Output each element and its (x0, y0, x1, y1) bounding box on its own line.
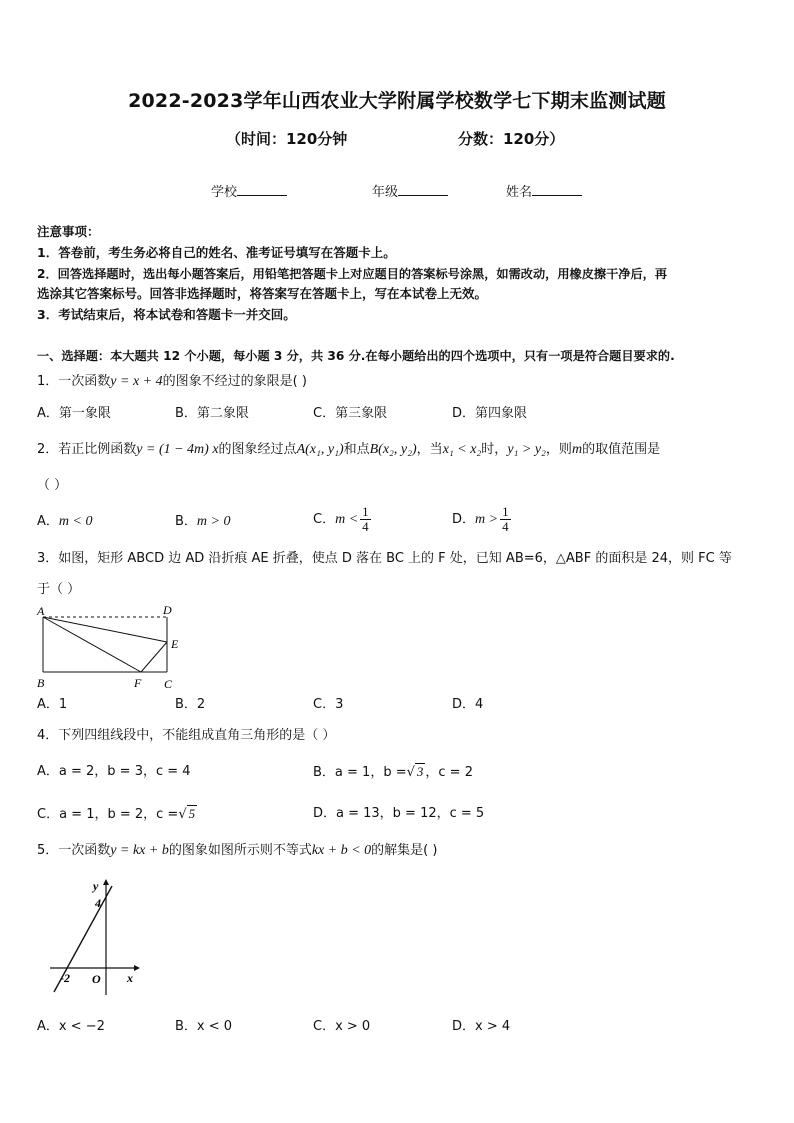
label-f: F (134, 676, 142, 690)
question-1-stem (37, 372, 307, 392)
q3-option-c[interactable]: C．3 (313, 697, 344, 712)
name-label: 姓名 (506, 185, 533, 200)
q2-and: 和点 (343, 442, 370, 457)
label-origin: O (92, 972, 101, 986)
q4-option-b-radicand: 3 (416, 764, 424, 779)
exam-time: （时间：120分钟 (226, 130, 348, 148)
label-d: D (163, 603, 172, 617)
q2-option-c-text: m < (335, 512, 359, 527)
sqrt-sign: √ (178, 807, 187, 822)
grade-blank (398, 183, 448, 196)
q2-option-d-label: D． (452, 512, 476, 527)
fraction-denominator: 4 (502, 519, 509, 534)
q2-option-c-fraction (360, 505, 371, 534)
q2-option-d-text: m > (475, 512, 499, 527)
q3-option-b[interactable]: B．2 (175, 697, 206, 712)
q5-option-a[interactable]: A．x < −2 (37, 1019, 105, 1034)
q2-point-b: B(x₂, y₂) (369, 442, 417, 457)
q1-prefix: 1．一次函数 (37, 374, 111, 389)
q2-cond1-post: 时， (481, 442, 508, 457)
q4-option-b[interactable] (313, 762, 473, 783)
q2-option-d-fraction (500, 505, 511, 534)
q1-formula: y = x + 4 (110, 374, 163, 389)
q2-cond2: y₁ > y₂ (507, 442, 546, 457)
question-5-stem (37, 841, 437, 861)
note-item-1: 1．答卷前，考生务必将自己的姓名、准考证号填写在答题卡上。 (37, 245, 396, 260)
q5-option-b[interactable]: B．x < 0 (175, 1019, 233, 1034)
grade-field (372, 181, 448, 200)
notes-heading: 注意事项： (37, 224, 100, 239)
q1-suffix: 的图象不经过的象限是( ) (162, 374, 307, 389)
school-field (211, 181, 287, 200)
q1-option-c[interactable]: C．第三象限 (313, 406, 388, 421)
q2-middle: 的图象经过点 (218, 442, 297, 457)
sqrt-sign: √ (406, 765, 415, 780)
q1-option-b[interactable]: B．第二象限 (175, 406, 249, 421)
q4-option-c[interactable] (37, 804, 197, 825)
q4-option-c-radicand: 5 (188, 806, 196, 821)
label-b: B (37, 676, 45, 690)
q2-line-2: （ ） (37, 478, 68, 493)
label-y: y (93, 879, 99, 893)
fraction-numerator: 1 (362, 504, 369, 519)
q4-option-a[interactable]: A．a = 2，b = 3，c = 4 (37, 764, 191, 779)
grade-label: 年级 (372, 185, 399, 200)
x-axis-arrow (134, 965, 140, 971)
school-blank (237, 183, 287, 196)
exam-score: 分数：120分） (458, 130, 565, 148)
question-3-line-1: 3．如图，矩形 ABCD 边 AD 沿折痕 AE 折叠，使点 D 落在 BC 上的 F 处，已知 AB=6，△ABF 的面积是 24，则 FC 等 (37, 551, 732, 566)
q5-inequality: kx + b < 0 (311, 843, 372, 858)
q5-prefix: 5．一次函数 (37, 843, 111, 858)
segment-fe (141, 642, 167, 672)
q5-option-d[interactable]: D．x > 4 (452, 1019, 511, 1034)
note-item-2-line-1: 2．回答选择题时，选出每小题答案后，用铅笔把答题卡上对应题目的答案标号涂黑，如需改动，用橡皮擦干净后，再 (37, 267, 668, 281)
q2-option-b-label: B． (175, 514, 197, 529)
q2-tail: 的取值范围是 (582, 442, 661, 457)
q4-option-d[interactable]: D．a = 13，b = 12，c = 5 (313, 806, 485, 821)
q2-formula: y = (1 − 4m) x (136, 442, 219, 457)
q2-option-a-text: m < 0 (58, 514, 93, 529)
q3-option-d[interactable]: D．4 (452, 697, 484, 712)
question-2-stem (37, 440, 660, 460)
note-item-3: 3．考试结束后，将本试卷和答题卡一并交回。 (37, 307, 296, 322)
q2-option-c[interactable] (313, 505, 371, 534)
q2-option-a[interactable] (37, 512, 92, 532)
q1-option-d[interactable]: D．第四象限 (452, 406, 528, 421)
segment-af (43, 617, 141, 672)
q2-cond1: x₁ < x₂ (442, 442, 482, 457)
q5-figure-graph (44, 870, 144, 1000)
q5-middle: 的图象如图所示则不等式 (168, 843, 312, 858)
q2-prefix: 2．若正比例函数 (37, 442, 137, 457)
q2-point-a: A(x₁, y₁) (296, 442, 344, 457)
q5-formula: y = kx + b (110, 843, 169, 858)
y-axis-arrow (103, 879, 109, 885)
fraction-numerator: 1 (502, 504, 509, 519)
q5-option-c[interactable]: C．x > 0 (313, 1019, 371, 1034)
label-4: 4 (95, 896, 101, 910)
label-a: A (37, 604, 45, 618)
question-3-line-2: 于（ ） (37, 582, 81, 597)
school-label: 学校 (211, 185, 238, 200)
page-title: 2022-2023学年山西农业大学附属学校数学七下期末监测试题 (128, 90, 666, 112)
q1-option-a[interactable]: A．第一象限 (37, 406, 111, 421)
label-e: E (171, 637, 179, 651)
fraction-denominator: 4 (362, 519, 369, 534)
q4-option-b-post: ，c = 2 (425, 765, 473, 780)
q2-cond1-pre: ，当 (416, 442, 443, 457)
crease-ae (43, 617, 167, 642)
question-4-stem: 4．下列四组线段中，不能组成直角三角形的是（ ） (37, 728, 336, 743)
q4-option-c-pre: C．a = 1，b = 2，c = (37, 807, 179, 822)
name-field (506, 181, 582, 200)
q2-option-b[interactable] (175, 512, 230, 532)
name-blank (532, 183, 582, 196)
q2-option-c-label: C． (313, 512, 336, 527)
q2-option-a-label: A． (37, 514, 59, 529)
q2-option-d[interactable] (452, 505, 511, 534)
q2-m: m (571, 442, 583, 457)
note-item-2-line-2: 选涂其它答案标号。回答非选择题时，将答案写在答题卡上，写在本试卷上无效。 (37, 286, 488, 301)
label-x: x (127, 971, 133, 985)
q3-figure-rectangle (34, 602, 194, 692)
q5-suffix: 的解集是( ) (371, 843, 438, 858)
label-c: C (164, 677, 173, 691)
q4-option-b-pre: B．a = 1，b = (313, 765, 407, 780)
section-heading: 一、选择题：本大题共 12 个小题，每小题 3 分，共 36 分.在每小题给出的四个选项中，只有一项是符合题目要求的. (37, 349, 675, 363)
q3-option-a[interactable]: A．1 (37, 697, 68, 712)
label-minus-2: -2 (60, 971, 70, 985)
q2-option-b-text: m > 0 (196, 514, 231, 529)
q2-cond2-post: ，则 (545, 442, 572, 457)
